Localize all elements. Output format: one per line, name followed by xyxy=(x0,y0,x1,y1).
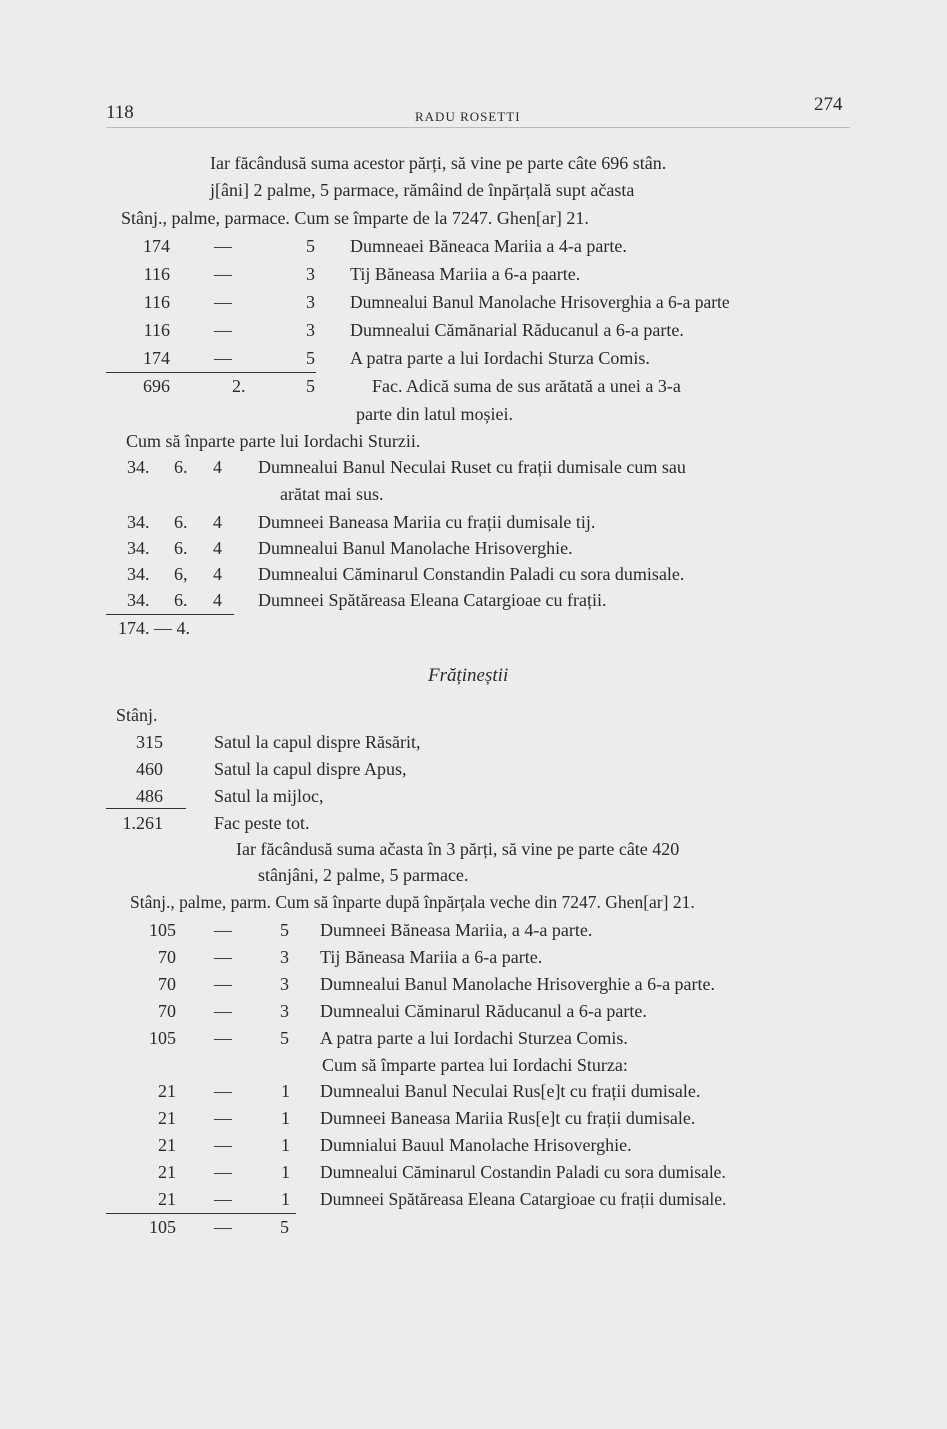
total-text-cont: parte din latul moșiei. xyxy=(356,404,513,424)
table-row-dash: — xyxy=(214,1162,232,1182)
table-row-value-a: 21 xyxy=(158,1108,176,1128)
table-row-value-a: 105 xyxy=(149,920,176,940)
table-row-value-a: 21 xyxy=(158,1135,176,1155)
table-row-text: Dumnealui Căminarul Răducanul a 6-a parte. xyxy=(320,1001,647,1021)
table-row-value-a: 70 xyxy=(158,947,176,967)
table-row-dash: — xyxy=(214,1001,232,1021)
sum-rule xyxy=(106,614,234,615)
total-value-b: 5 xyxy=(306,376,315,396)
subdivision-heading: Cum să înparte parte lui Iordachi Sturzii. xyxy=(126,431,421,451)
table-row-dash: — xyxy=(214,236,232,256)
total-dash: — xyxy=(214,1217,232,1237)
table-row-text: Dumnealui Căminarul Costandin Paladi cu sora dumisale. xyxy=(320,1162,726,1182)
intro-line-1: Iar făcândusă suma acestor părți, să vine pe parte câte 696 stân. xyxy=(210,153,667,173)
table-row-text: Dumneei Baneasa Mariia Rus[e]t cu frații dumisale. xyxy=(320,1108,696,1128)
sub-row-b: 6, xyxy=(174,564,188,584)
sub-row-a: 34. xyxy=(127,512,150,532)
section-row-text: Satul la capul dispre Răsărit, xyxy=(214,732,421,752)
intro-line-2: j[âni] 2 palme, 5 parmace, rămâind de înpărțală supt ačasta xyxy=(210,180,635,200)
table-row-text: Dumnealui Banul Manolache Hrisoverghie a 6-a parte. xyxy=(320,974,716,994)
table-row-text: Dumnealui Cămănarial Răducanul a 6-a parte. xyxy=(350,320,684,340)
total-value-a: 696 xyxy=(143,376,170,396)
table-row-dash: — xyxy=(214,1135,232,1155)
table-row-value-b: 3 xyxy=(306,292,315,312)
total-value-b: 5 xyxy=(280,1217,289,1237)
table-row-dash: — xyxy=(214,920,232,940)
table-row-dash: — xyxy=(214,292,232,312)
table-row-text: Tij Băneasa Mariia a 6-a paarte. xyxy=(350,264,581,284)
table-row-dash: — xyxy=(214,264,232,284)
section-row-text: Satul la mijloc, xyxy=(214,786,324,806)
section-row-value: 460 xyxy=(136,759,163,779)
table-row-value-a: 174 xyxy=(143,236,170,256)
table-row-value-b: 1 xyxy=(281,1108,290,1128)
table-row-text: Dumneei Băneasa Mariia, a 4-a parte. xyxy=(320,920,593,940)
section-total-value: 1.261 xyxy=(122,813,163,833)
intro-line-3: Stânj., palme, parmace. Cum se împarte de la 7247. Ghen[ar] 21. xyxy=(121,208,589,228)
sub-row-text: Dumnealui Căminarul Constandin Paladi cu sora dumisale. xyxy=(258,564,685,584)
total-text: Fac. Adică suma de sus arătată a unei a 3-a xyxy=(372,376,681,396)
table-row-dash: — xyxy=(214,1189,232,1209)
subdivision-heading: Cum să împarte partea lui Iordachi Sturza: xyxy=(322,1055,628,1075)
page-number-left: 118 xyxy=(106,102,134,123)
table-row-text: Dumnialui Bauul Manolache Hrisoverghie. xyxy=(320,1135,632,1155)
table-row-dash: — xyxy=(214,947,232,967)
table-row-value-a: 21 xyxy=(158,1081,176,1101)
section-title: Frățineștii xyxy=(428,665,509,686)
table-row-value-b: 5 xyxy=(280,1028,289,1048)
total-value-mid: 2. xyxy=(232,376,246,396)
sub-row-c: 4 xyxy=(213,538,222,558)
table-row-value-b: 3 xyxy=(280,947,289,967)
sub-row-b: 6. xyxy=(174,512,188,532)
sum-rule xyxy=(106,808,186,809)
sub-row-b: 6. xyxy=(174,457,188,477)
section-total-text: Fac peste tot. xyxy=(214,813,310,833)
section-para-1: Iar făcândusă suma ačasta în 3 părți, să vine pe parte câte 420 xyxy=(236,839,680,859)
table-row-text: A patra parte a lui Iordachi Sturzea Comis. xyxy=(320,1028,628,1048)
table-row-text: Dumnealui Banul Neculai Rus[e]t cu frații dumisale. xyxy=(320,1081,701,1101)
sub-row-b: 6. xyxy=(174,590,188,610)
table-row-value-a: 105 xyxy=(149,1028,176,1048)
sub-row-text-cont: arătat mai sus. xyxy=(280,484,384,504)
section-para-3: Stânj., palme, parm. Cum să înparte după înpărțala veche din 7247. Ghen[ar] 21. xyxy=(130,892,695,912)
table-row-text: Tij Băneasa Mariia a 6-a parte. xyxy=(320,947,543,967)
table-row-value-a: 21 xyxy=(158,1189,176,1209)
table-row-value-b: 1 xyxy=(281,1162,290,1182)
table-row-value-b: 3 xyxy=(280,974,289,994)
table-row-value-b: 5 xyxy=(280,920,289,940)
sub-row-text: Dumnealui Banul Manolache Hrisoverghie. xyxy=(258,538,573,558)
table-row-value-a: 70 xyxy=(158,1001,176,1021)
sub-row-c: 4 xyxy=(213,457,222,477)
sub-row-c: 4 xyxy=(213,590,222,610)
header-rule xyxy=(106,127,850,128)
section-row-value: 315 xyxy=(136,732,163,752)
table-row-value-b: 5 xyxy=(306,348,315,368)
table-row-value-b: 3 xyxy=(306,320,315,340)
section-row-value: 486 xyxy=(136,786,163,806)
section-para-2: stânjâni, 2 palme, 5 parmace. xyxy=(258,865,469,885)
running-title: RADU ROSETTI xyxy=(415,109,521,124)
sum-rule xyxy=(106,372,316,373)
table-row-value-a: 174 xyxy=(143,348,170,368)
sub-row-c: 4 xyxy=(213,512,222,532)
table-row-value-a: 21 xyxy=(158,1162,176,1182)
table-row-text: A patra parte a lui Iordachi Sturza Comis. xyxy=(350,348,650,368)
unit-label: Stânj. xyxy=(116,705,158,725)
sub-row-a: 34. xyxy=(127,564,150,584)
sub-row-text: Dumneei Spătăreasa Eleana Catargioae cu frații. xyxy=(258,590,607,610)
subdivision-total: 174. — 4. xyxy=(118,618,190,638)
table-row-value-a: 116 xyxy=(143,292,170,312)
sub-row-a: 34. xyxy=(127,457,150,477)
table-row-dash: — xyxy=(214,1028,232,1048)
table-row-value-a: 116 xyxy=(143,264,170,284)
sub-row-text: Dumneei Baneasa Mariia cu frații dumisale tij. xyxy=(258,512,596,532)
sub-row-a: 34. xyxy=(127,538,150,558)
table-row-value-a: 70 xyxy=(158,974,176,994)
table-row-value-b: 3 xyxy=(306,264,315,284)
table-row-value-a: 116 xyxy=(143,320,170,340)
table-row-text: Dumnealui Banul Manolache Hrisoverghia a 6-a parte xyxy=(350,292,730,312)
sub-row-c: 4 xyxy=(213,564,222,584)
table-row-dash: — xyxy=(214,1081,232,1101)
total-value-a: 105 xyxy=(149,1217,176,1237)
table-row-text: Dumneei Spătăreasa Eleana Catargioae cu frații dumisale. xyxy=(320,1189,727,1209)
table-row-value-b: 5 xyxy=(306,236,315,256)
table-row-text: Dumneaei Băneaca Mariia a 4-a parte. xyxy=(350,236,627,256)
table-row-value-b: 1 xyxy=(281,1135,290,1155)
sub-row-text: Dumnealui Banul Neculai Ruset cu frații dumisale cum sau xyxy=(258,457,686,477)
section-row-text: Satul la capul dispre Apus, xyxy=(214,759,407,779)
sub-row-a: 34. xyxy=(127,590,150,610)
table-row-dash: — xyxy=(214,974,232,994)
page-number-right: 274 xyxy=(814,94,843,115)
sub-row-b: 6. xyxy=(174,538,188,558)
table-row-dash: — xyxy=(214,1108,232,1128)
table-row-dash: — xyxy=(214,320,232,340)
table-row-value-b: 1 xyxy=(281,1081,290,1101)
table-row-dash: — xyxy=(214,348,232,368)
table-row-value-b: 3 xyxy=(280,1001,289,1021)
table-row-value-b: 1 xyxy=(281,1189,290,1209)
sum-rule xyxy=(106,1213,296,1214)
